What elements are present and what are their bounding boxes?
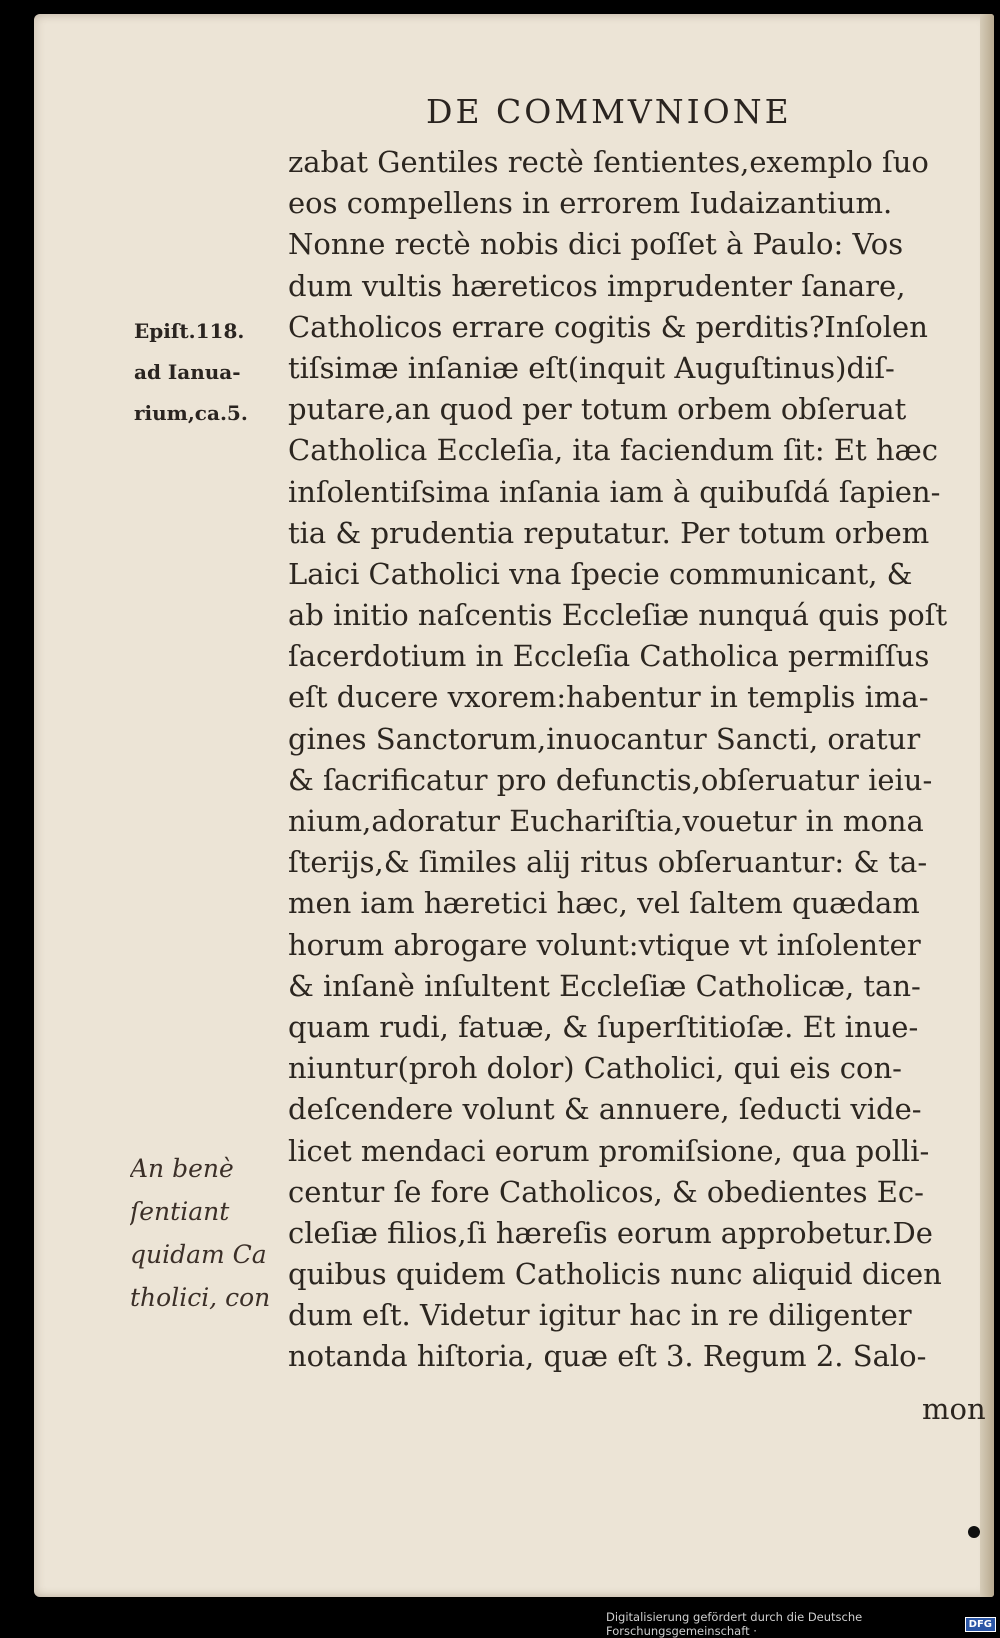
text-line: eos compellens in errorem Iudaizantium. bbox=[288, 186, 893, 221]
text-line: putare,an quod per totum orbem obſeruat bbox=[288, 392, 907, 427]
digitization-footer bbox=[606, 1612, 1000, 1636]
text-line: ſterijs,& ſimiles alij ritus obſeruantur: & ta- bbox=[288, 845, 928, 880]
text-line: quibus quidem Catholicis nunc aliquid dicen bbox=[288, 1257, 942, 1292]
text-line: ab initio naſcentis Eccleſiæ nunquá quis poſt bbox=[288, 598, 948, 633]
text-line: Catholicos errare cogitis & perditis?Inſolen bbox=[288, 309, 928, 344]
text-line: deſcendere volunt & annuere, ſeducti vide- bbox=[288, 1092, 922, 1127]
text-line: licet mendaci eorum promiſsione, qua polli- bbox=[288, 1133, 930, 1168]
text-line: tiſsimæ inſaniæ eſt(inquit Auguſtinus)diſ- bbox=[288, 350, 895, 385]
text-line: gines Sanctorum,inuocantur Sancti, oratur bbox=[288, 721, 921, 756]
annotation-line: An benè bbox=[130, 1154, 234, 1183]
text-line: notanda hiſtoria, quæ eſt 3. Regum 2. Salo- bbox=[288, 1339, 927, 1374]
book-page bbox=[34, 14, 994, 1597]
text-line: men iam hæretici hæc, vel ſaltem quædam bbox=[288, 886, 920, 921]
annotation-line: ſentiant bbox=[130, 1197, 230, 1226]
text-line: quam rudi, fatuæ, & ſuperſtitioſæ. Et inue- bbox=[288, 1009, 919, 1044]
text-line: eſt ducere vxorem:habentur in templis ima- bbox=[288, 680, 929, 715]
text-line: niuntur(proh dolor) Catholici, qui eis con- bbox=[288, 1051, 902, 1086]
annotation-line: tholici, con bbox=[130, 1283, 271, 1312]
text-line: Catholica Eccleſia, ita faciendum ſit: Et hæc bbox=[288, 433, 939, 468]
text-line: ſacerdotium in Eccleſia Catholica permiſſus bbox=[288, 639, 930, 674]
margin-note-line: ad Ianua- bbox=[134, 360, 241, 384]
ink-dot bbox=[968, 1526, 980, 1538]
text-line: cleſiæ filios,ſi hæreſis eorum approbetur.De bbox=[288, 1215, 933, 1250]
margin-note-line: rium,ca.5. bbox=[134, 401, 248, 425]
footer-text: Digitalisierung gefördert durch die Deutsche Forschungsgemeinschaft · bbox=[606, 1610, 863, 1638]
annotation-line: quidam Ca bbox=[130, 1240, 267, 1269]
margin-note-line: Epiſt.118. bbox=[134, 319, 245, 343]
text-line: centur ſe fore Catholicos, & obedientes Ec- bbox=[288, 1174, 924, 1209]
catchword: mon bbox=[922, 1392, 986, 1426]
text-line: tia & prudentia reputatur. Per totum orbem bbox=[288, 515, 930, 550]
text-line: inſolentiſsima inſania iam à quibuſdá ſapien- bbox=[288, 474, 941, 509]
text-line: & inſanè inſultent Eccleſiæ Catholicæ, tan- bbox=[288, 968, 921, 1003]
text-line: nium,adoratur Euchariſtia,vouetur in mona bbox=[288, 804, 924, 838]
dfg-logo: DFG bbox=[965, 1617, 996, 1632]
text-line: Laici Catholici vna ſpecie communicant, & bbox=[288, 556, 913, 591]
text-line: dum eſt. Videtur igitur hac in re diligenter bbox=[288, 1298, 912, 1333]
text-line: dum vultis hæreticos imprudenter ſanare, bbox=[288, 268, 906, 303]
body-text bbox=[288, 142, 988, 1378]
text-line: zabat Gentiles rectè ſentientes,exemplo ſuo bbox=[288, 145, 929, 179]
handwritten-annotation bbox=[130, 1147, 320, 1319]
text-line: & ſacrificatur pro defunctis,obſeruatur ieiu- bbox=[288, 762, 933, 797]
text-line: horum abrogare volunt:vtique vt inſolenter bbox=[288, 927, 921, 962]
margin-note bbox=[134, 311, 306, 434]
text-line: Nonne rectè nobis dici poſſet à Paulo: Vos bbox=[288, 227, 904, 262]
running-head: DE COMMVNIONE bbox=[426, 92, 792, 131]
